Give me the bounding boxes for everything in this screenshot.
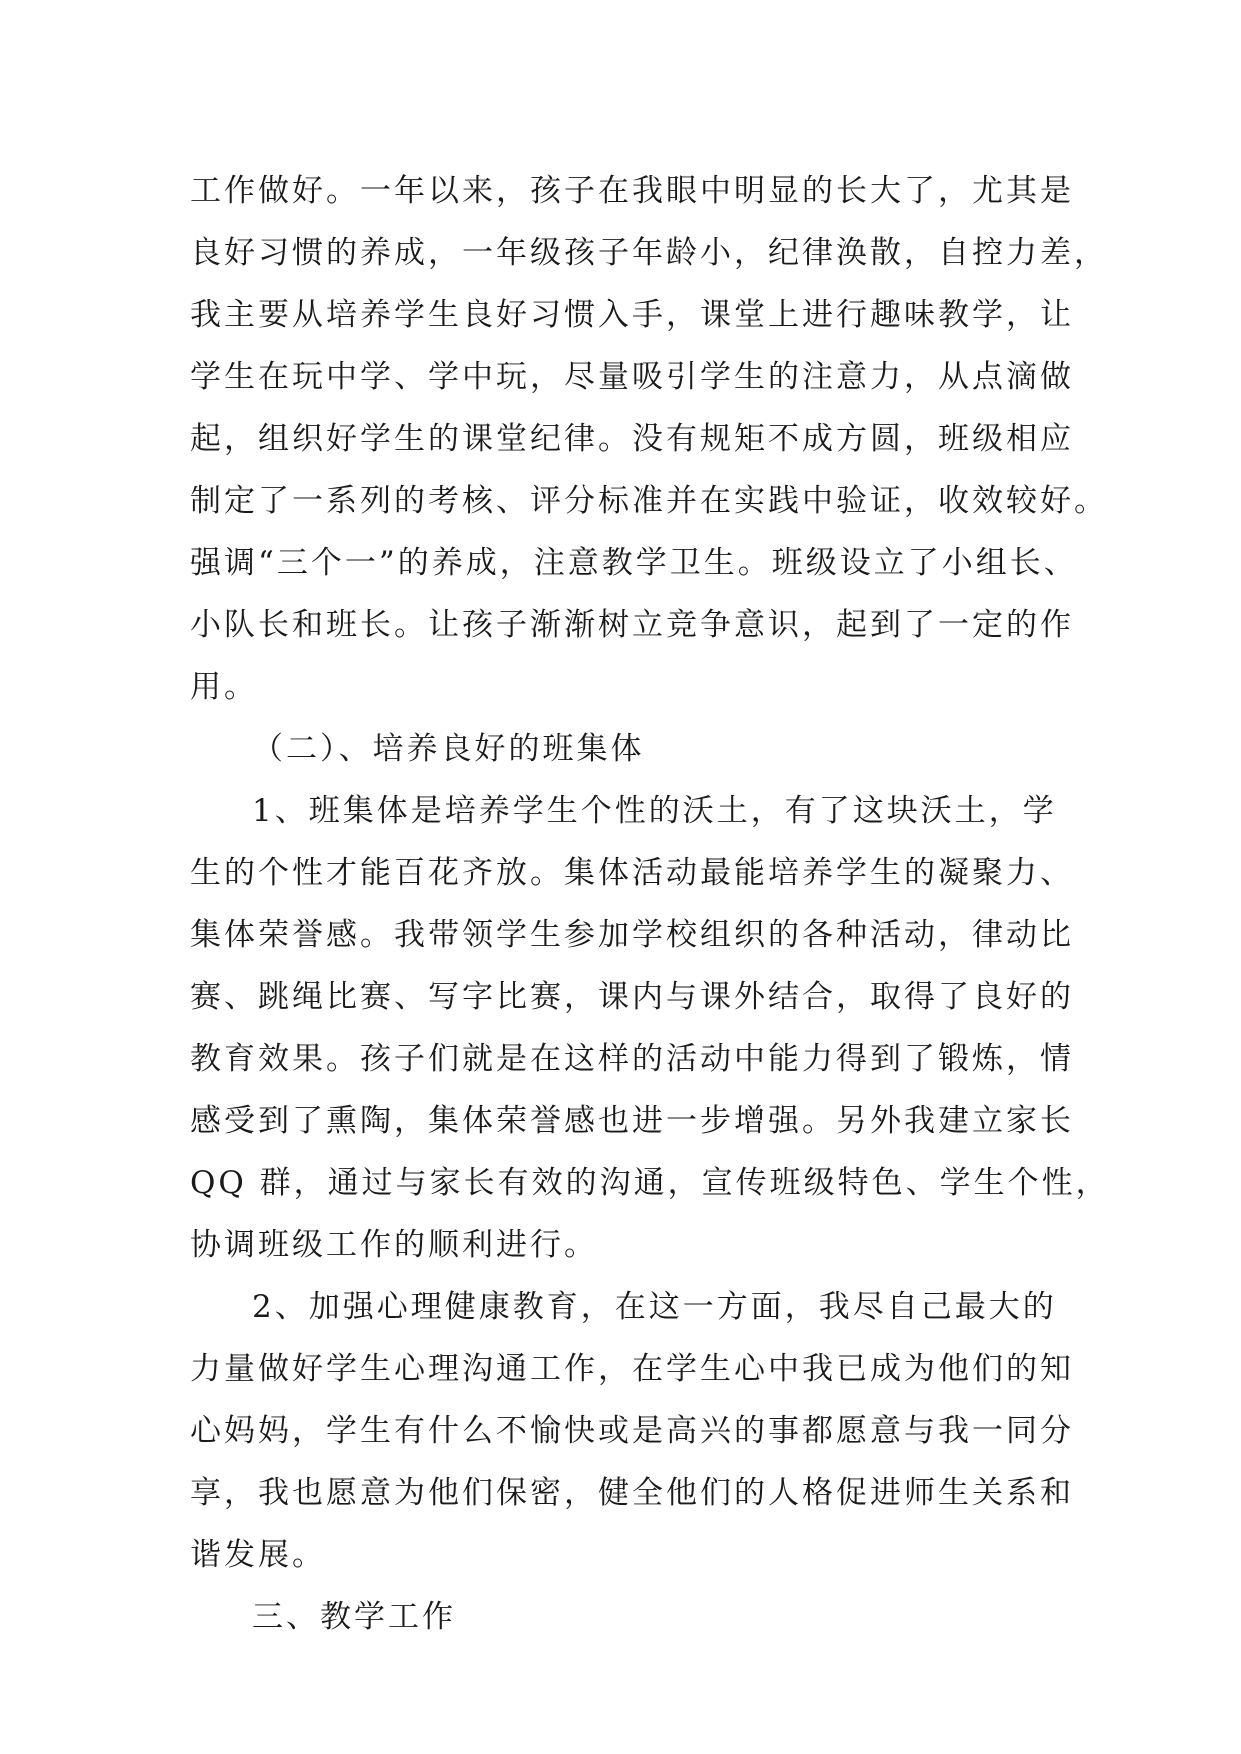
text-line: 教育效果。孩子们就是在这样的活动中能力得到了锻炼，情 (190, 1041, 1074, 1077)
section-heading-class-collective (190, 718, 1070, 780)
text-line: 2、加强心理健康教育，在这一方面，我尽自己最大的 (252, 1289, 1057, 1325)
text-line: 强调“三个一”的养成，注意教学卫生。班级设立了小组长、 (190, 545, 1078, 581)
text-line: 小队长和班长。让孩子渐渐树立竞争意识，起到了一定的作 (190, 607, 1074, 643)
text-line: 集体荣誉感。我带领学生参加学校组织的各种活动，律动比 (190, 917, 1074, 953)
paragraph-point-2 (190, 1276, 1074, 1586)
text-line: QQ 群，通过与家长有效的沟通，宣传班级特色、学生个性， (190, 1165, 1110, 1201)
text-line: 享，我也愿意为他们保密，健全他们的人格促进师生关系和 (190, 1475, 1074, 1511)
text-line: 心妈妈，学生有什么不愉快或是高兴的事都愿意与我一同分 (190, 1413, 1074, 1449)
text-line: 谐发展。 (190, 1537, 326, 1573)
text-line: 制定了一系列的考核、评分标准并在实践中验证，收效较好。 (190, 483, 1108, 519)
heading-text: 三、教学工作 (252, 1599, 456, 1635)
text-line: 感受到了熏陶，集体荣誉感也进一步增强。另外我建立家长 (190, 1103, 1074, 1139)
text-line: 力量做好学生心理沟通工作，在学生心中我已成为他们的知 (190, 1351, 1074, 1387)
text-line: 学生在玩中学、学中玩，尽量吸引学生的注意力，从点滴做 (190, 359, 1074, 395)
text-line: 起，组织好学生的课堂纪律。没有规矩不成方圆，班级相应 (190, 421, 1074, 457)
paragraph-continuation (190, 160, 1108, 718)
text-line: 协调班级工作的顺利进行。 (190, 1227, 598, 1263)
text-line: 工作做好。一年以来，孩子在我眼中明显的长大了，尤其是 (190, 173, 1074, 209)
text-line: 生的个性才能百花齐放。集体活动最能培养学生的凝聚力、 (190, 855, 1074, 891)
document-body (190, 160, 1110, 1648)
section-heading-teaching-work (190, 1586, 1070, 1648)
text-line: 1、班集体是培养学生个性的沃土，有了这块沃土，学 (252, 793, 1057, 829)
text-line: 我主要从培养学生良好习惯入手，课堂上进行趣味教学，让 (190, 297, 1074, 333)
heading-text: （二）、培养良好的班集体 (252, 731, 645, 767)
text-line: 用。 (190, 669, 258, 705)
paragraph-point-1 (190, 780, 1110, 1276)
text-line: 赛、跳绳比赛、写字比赛，课内与课外结合，取得了良好的 (190, 979, 1074, 1015)
text-line: 良好习惯的养成，一年级孩子年龄小，纪律涣散，自控力差， (190, 235, 1108, 271)
